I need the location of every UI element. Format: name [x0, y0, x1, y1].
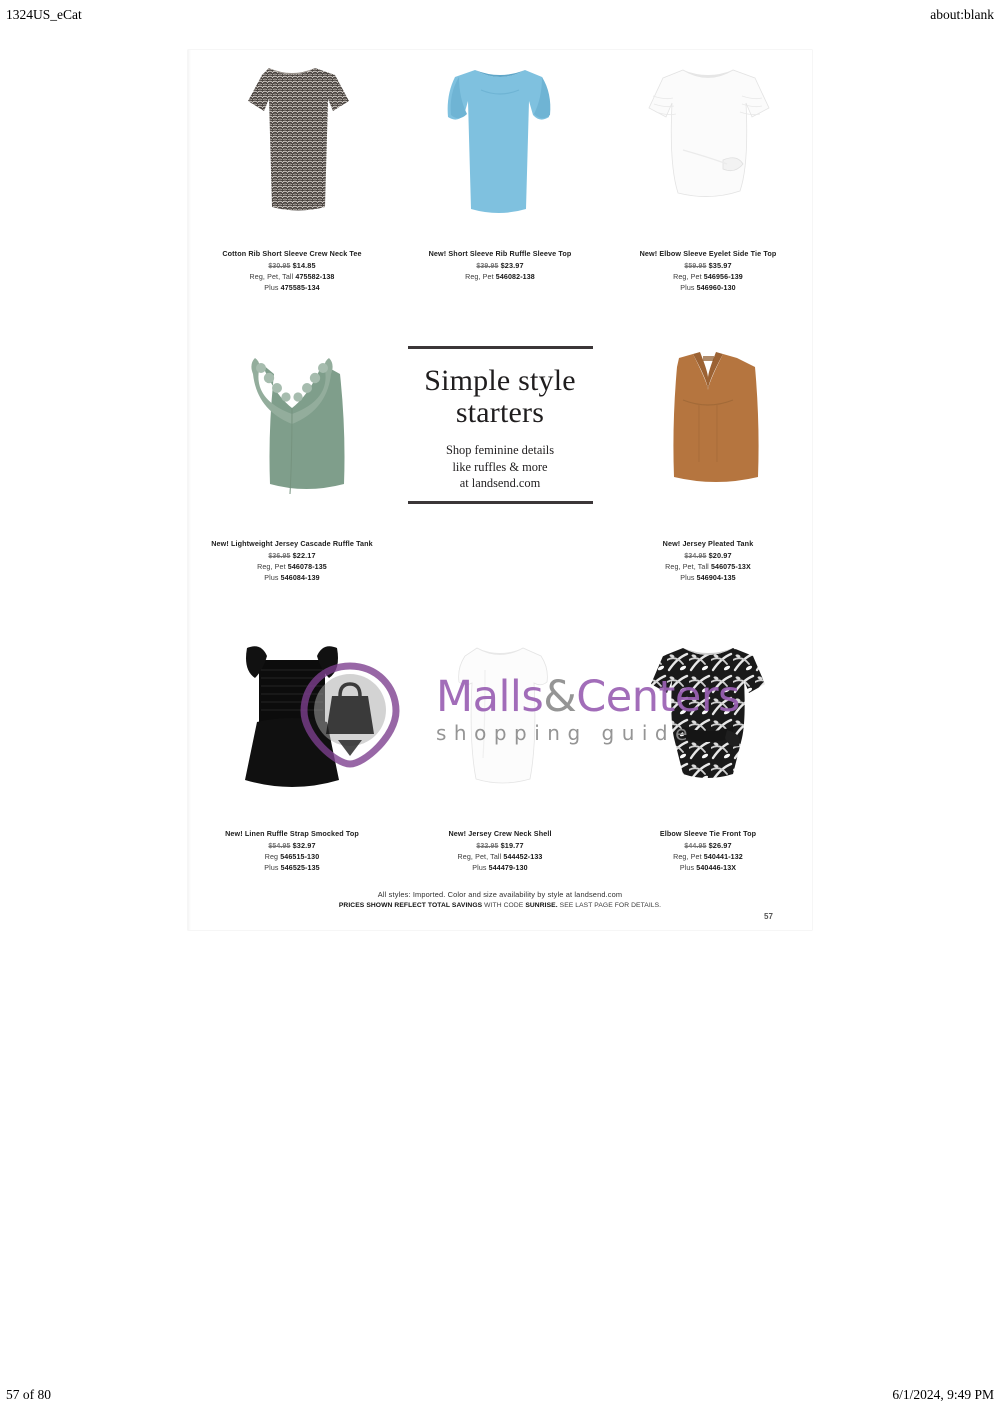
product-caption-2 — [400, 248, 600, 283]
product-name: Elbow Sleeve Tie Front Top — [659, 829, 757, 838]
product-sku-line-a: Reg, Pet 540441-132 — [673, 852, 743, 861]
browser-print-footer — [0, 1384, 1000, 1406]
browser-print-header — [0, 4, 1000, 26]
product-sku-line-a: Reg, Pet 546082-138 — [465, 272, 535, 281]
product-image-5 — [604, 340, 812, 538]
product-name: New! Short Sleeve Rib Ruffle Sleeve Top — [428, 249, 572, 258]
legal-footer — [188, 890, 812, 909]
legal-line-2: PRICES SHOWN REFLECT TOTAL SAVINGS WITH CODE SUNRISE. SEE LAST PAGE FOR DETAILS. — [338, 902, 662, 909]
print-footer-page: 57 of 80 — [6, 1387, 51, 1402]
product-image-4 — [188, 340, 396, 538]
product-sku-line-b: Plus 544479-130 — [472, 864, 528, 873]
product-sku-line-b: Plus 546904-135 — [680, 574, 736, 583]
product-caption-4 — [192, 538, 392, 584]
product-prices — [400, 260, 600, 272]
product-name: New! Elbow Sleeve Eyelet Side Tie Top — [639, 249, 777, 258]
price-sale: $22.17 — [292, 550, 316, 560]
price-sale: $35.97 — [708, 260, 732, 270]
product-sku-line-b: Plus 546084-139 — [264, 574, 320, 583]
product-prices — [192, 260, 392, 272]
watermark-tagline: shopping guide — [436, 721, 695, 745]
catalog-page — [188, 50, 812, 930]
product-name: Cotton Rib Short Sleeve Crew Neck Tee — [222, 249, 362, 258]
product-cell-7[interactable] — [396, 630, 604, 874]
price-original: $54.95 — [268, 842, 291, 850]
product-caption-6 — [192, 828, 392, 874]
product-prices — [608, 550, 808, 562]
promo-headline: Simple style starters — [424, 364, 576, 429]
product-sku-line-a: Reg, Pet, Tall 475582-138 — [249, 272, 335, 281]
product-name: New! Lightweight Jersey Cascade Ruffle Tank — [211, 539, 373, 548]
product-cell-2[interactable] — [396, 50, 604, 294]
print-header-title: 1324US_eCat — [6, 7, 82, 22]
product-name: New! Linen Ruffle Strap Smocked Top — [225, 829, 359, 838]
price-original: $36.95 — [268, 552, 291, 560]
product-sku-line-b: Plus 540446-13X — [679, 864, 737, 873]
product-row-2 — [188, 340, 812, 584]
product-sku-line-b: Plus 475585-134 — [264, 284, 320, 293]
print-header-url: about:blank — [930, 7, 994, 22]
product-caption-5 — [608, 538, 808, 584]
product-sku-line-b: Plus 546525-135 — [264, 864, 320, 873]
print-footer-timestamp: 6/1/2024, 9:49 PM — [892, 1387, 994, 1402]
product-sku-line-a: Reg 546515-130 — [264, 852, 320, 861]
product-caption-3 — [608, 248, 808, 294]
product-caption-8 — [608, 828, 808, 874]
product-name: New! Jersey Crew Neck Shell — [448, 829, 552, 838]
product-image-1 — [188, 50, 396, 248]
product-image-8 — [604, 630, 812, 828]
price-sale: $19.77 — [500, 840, 524, 850]
product-sku-line-a: Reg, Pet, Tall 546075-13X — [665, 562, 751, 571]
product-cell-4[interactable] — [188, 340, 396, 584]
product-caption-1 — [192, 248, 392, 294]
product-name: New! Jersey Pleated Tank — [662, 539, 754, 548]
price-original: $59.95 — [684, 262, 707, 270]
product-sku-line-a: Reg, Pet, Tall 544452-133 — [457, 852, 543, 861]
product-cell-5[interactable] — [604, 340, 812, 584]
product-image-6 — [188, 630, 396, 828]
price-sale: $26.97 — [708, 840, 732, 850]
promo-rule-top — [408, 346, 593, 349]
product-sku-line-b: Plus 546960-130 — [680, 284, 736, 293]
product-image-3 — [604, 50, 812, 248]
catalog-page-number: 57 — [764, 912, 773, 921]
promo-subtext: Shop feminine details like ruffles & more at landsend.com — [445, 443, 555, 490]
legal-line-1: All styles: Imported. Color and size availability by style at landsend.com — [377, 890, 623, 899]
price-original: $34.95 — [684, 552, 707, 560]
price-original: $32.95 — [476, 842, 499, 850]
product-prices — [192, 550, 392, 562]
product-row-1 — [188, 50, 812, 294]
price-original: $30.95 — [268, 262, 291, 270]
product-image-7 — [396, 630, 604, 828]
product-sku-line-a: Reg, Pet 546956-139 — [673, 272, 743, 281]
price-sale: $32.97 — [292, 840, 316, 850]
product-prices — [192, 840, 392, 852]
promo-rule-bottom — [408, 501, 593, 504]
product-cell-1[interactable] — [188, 50, 396, 294]
product-prices — [608, 840, 808, 852]
product-cell-3[interactable] — [604, 50, 812, 294]
watermark-brand: Malls&Centers — [436, 672, 740, 722]
product-cell-8[interactable] — [604, 630, 812, 874]
price-sale: $23.97 — [500, 260, 524, 270]
product-caption-7 — [400, 828, 600, 874]
promo-panel — [396, 340, 604, 538]
product-row-3 — [188, 630, 812, 874]
price-sale: $14.85 — [292, 260, 316, 270]
product-cell-6[interactable] — [188, 630, 396, 874]
product-sku-line-a: Reg, Pet 546078-135 — [257, 562, 327, 571]
price-original: $39.95 — [476, 262, 499, 270]
price-sale: $20.97 — [708, 550, 732, 560]
product-prices — [608, 260, 808, 272]
price-original: $44.95 — [684, 842, 707, 850]
product-prices — [400, 840, 600, 852]
product-image-2 — [396, 50, 604, 248]
